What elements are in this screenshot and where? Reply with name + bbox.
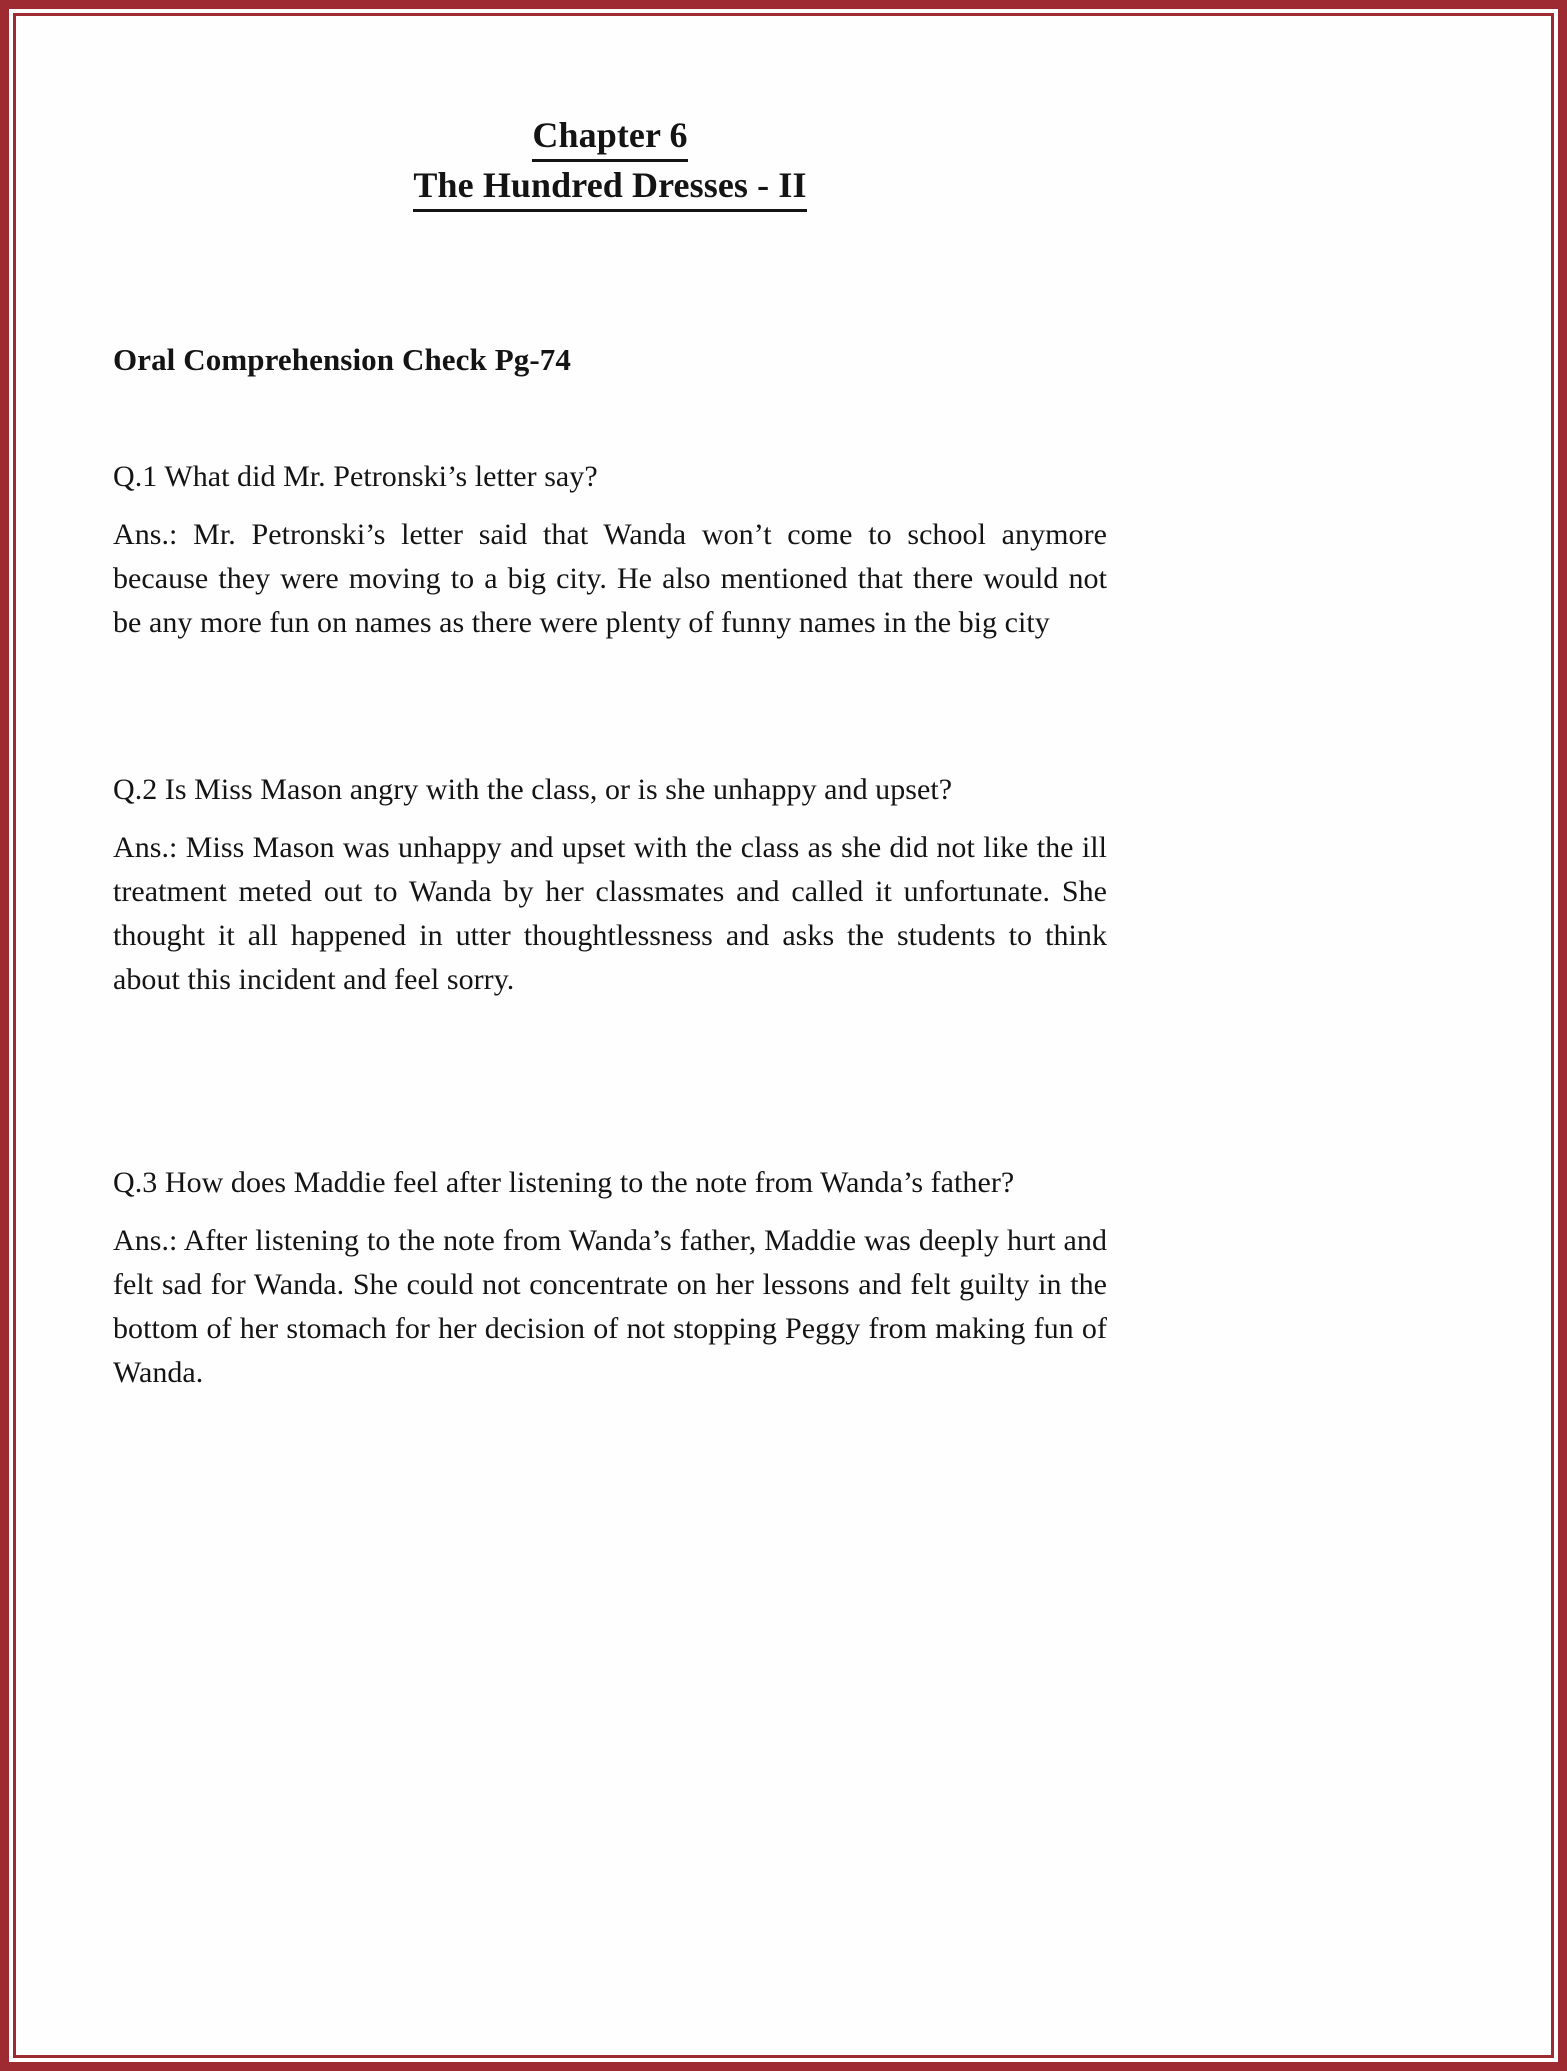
question-1: Q.1 What did Mr. Petronski’s letter say? <box>113 460 598 494</box>
qa-block-3 <box>113 1162 1107 1395</box>
question-3: Q.3 How does Maddie feel after listening to the note from Wanda’s father? <box>113 1166 1015 1200</box>
answer-3: Ans.: After listening to the note from Wanda’s father, Maddie was deeply hurt and felt sad for Wanda. She could not concentrate on her lessons and felt guilty in the bottom of her stomach for her decision of not stopping Peggy from making fun of Wanda. <box>113 1223 1107 1390</box>
title-block <box>113 16 1107 212</box>
section-heading: Oral Comprehension Check Pg-74 <box>113 342 571 378</box>
document-title-text: Chapter 6 <box>532 112 687 162</box>
page-border-gap <box>9 9 1558 2062</box>
question-2: Q.2 Is Miss Mason angry with the class, or is she unhappy and upset? <box>113 773 953 807</box>
qa-block-2 <box>113 769 1107 1002</box>
document-subtitle-text: The Hundred Dresses - II <box>413 162 806 212</box>
document-subtitle <box>113 162 1107 212</box>
document-content <box>113 16 1107 2055</box>
answer-2: Ans.: Miss Mason was unhappy and upset with the class as she did not like the ill treatment meted out to Wanda by her classmates and called it unfortunate. She thought it all happened in utter thoughtlessness and asks the students to think about this incident and feel sorry. <box>113 830 1107 997</box>
answer-1: Ans.: Mr. Petronski’s letter said that Wanda won’t come to school anymore because they were moving to a big city. He also mentioned that there would not be any more fun on names as there were plenty of funny names in the big city <box>113 518 1107 640</box>
page-sheet <box>16 16 1551 2055</box>
page-border-inner-rule <box>13 13 1554 2058</box>
qa-block-1 <box>113 456 1107 645</box>
document-title <box>113 112 1107 162</box>
